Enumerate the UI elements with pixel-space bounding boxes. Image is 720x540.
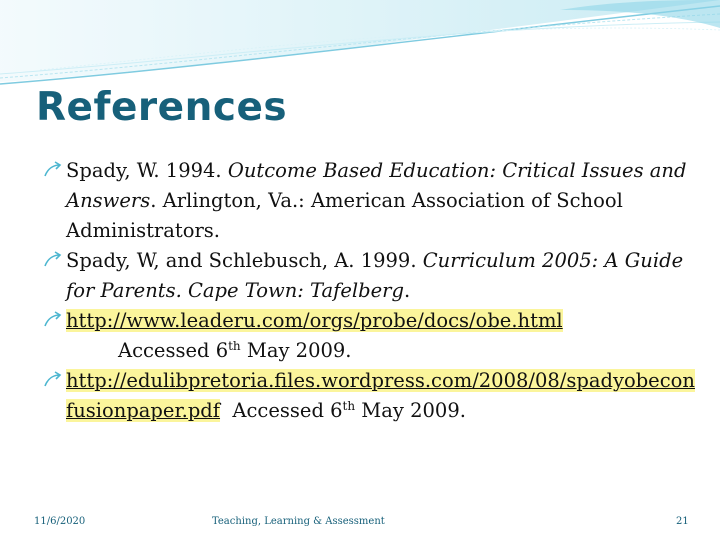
reference-list bbox=[42, 156, 702, 426]
reference-item bbox=[42, 156, 702, 246]
footer-page-number: 21 bbox=[676, 516, 689, 527]
accessed-prefix: Accessed 6 bbox=[118, 339, 229, 362]
ordinal-suffix: th bbox=[228, 339, 241, 353]
bullet-icon bbox=[42, 366, 64, 396]
bullet-icon bbox=[42, 246, 64, 276]
ordinal-suffix: th bbox=[342, 399, 356, 413]
reference-author: Spady, W, and Schlebusch, A. 1999. bbox=[66, 249, 423, 272]
header-wave-decoration bbox=[0, 0, 720, 90]
reference-title: Outcome Based Education: Critical Issues and Answers bbox=[66, 159, 687, 212]
bullet-icon bbox=[42, 306, 64, 336]
reference-publisher: . bbox=[403, 279, 411, 302]
accessed-suffix: May 2009. bbox=[240, 339, 352, 362]
footer-course-title: Teaching, Learning & Assessment bbox=[212, 516, 385, 527]
slide-title: References bbox=[36, 85, 288, 130]
reference-title: Curriculum 2005: A Guide for Parents. Cape Town: Tafelberg bbox=[66, 249, 684, 302]
footer-date: 11/6/2020 bbox=[34, 516, 86, 527]
reference-link[interactable]: http://edulibpretoria.files.wordpress.com/2008/08/spadyobeconfusionpaper.pdf bbox=[66, 369, 695, 422]
bullet-icon bbox=[42, 156, 64, 186]
reference-item bbox=[42, 366, 702, 426]
accessed-prefix: Accessed 6 bbox=[232, 399, 343, 422]
reference-item bbox=[42, 246, 702, 306]
reference-item bbox=[42, 306, 702, 366]
reference-publisher: . Arlington, Va.: American Association of School Administrators. bbox=[66, 189, 623, 242]
reference-link[interactable]: http://www.leaderu.com/orgs/probe/docs/obe.html bbox=[66, 309, 563, 332]
accessed-suffix: May 2009. bbox=[355, 399, 466, 422]
reference-author: Spady, W. 1994. bbox=[66, 159, 228, 182]
